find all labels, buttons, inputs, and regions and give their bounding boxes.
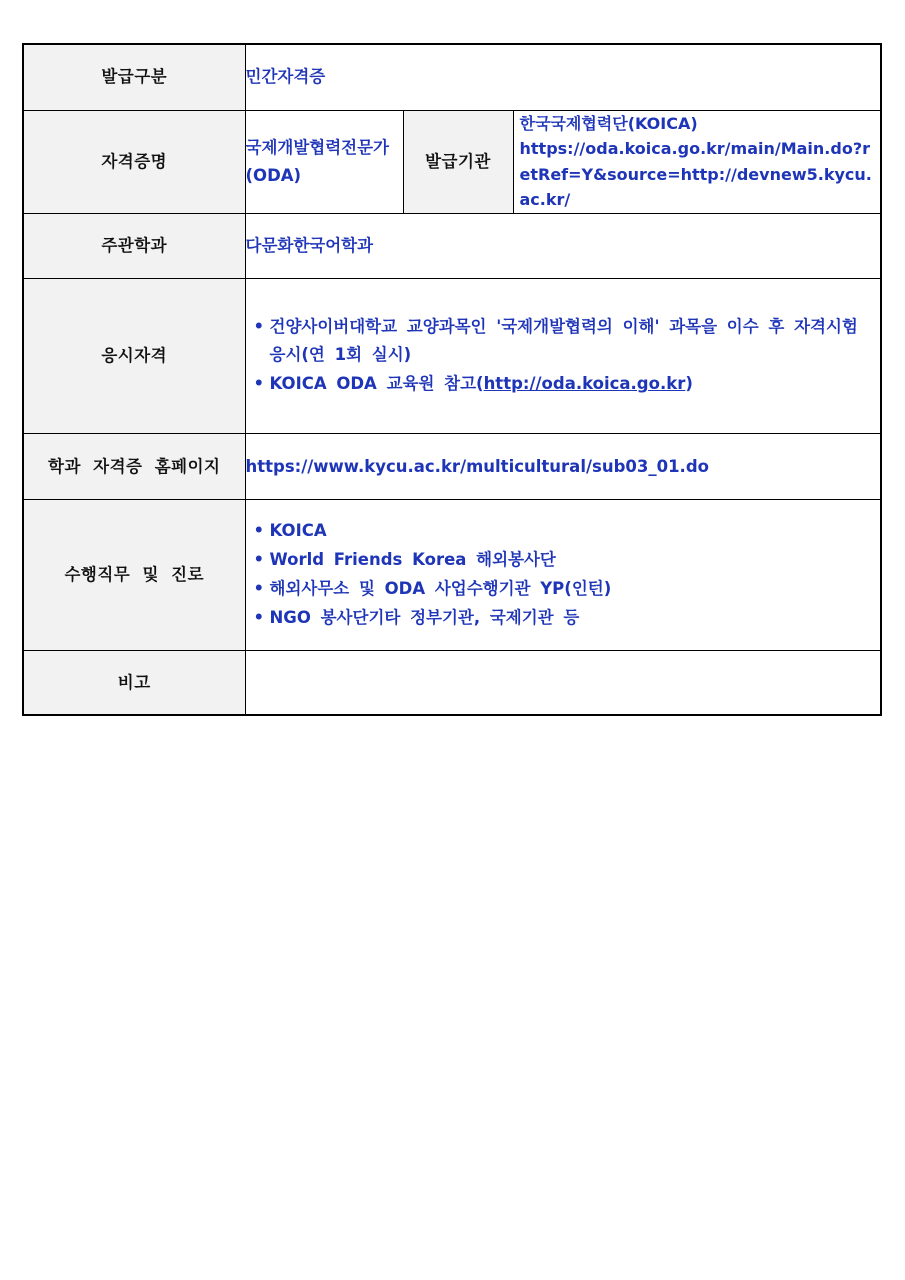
career-item bbox=[246, 546, 881, 575]
homepage-label: 학과 자격증 홈페이지 bbox=[23, 433, 245, 499]
row-cert-name bbox=[23, 110, 881, 213]
row-department bbox=[23, 213, 881, 278]
eligibility-item bbox=[246, 370, 881, 399]
row-note bbox=[23, 650, 881, 715]
row-homepage bbox=[23, 433, 881, 499]
homepage-value[interactable]: https://www.kycu.ac.kr/multicultural/sub03_01.do bbox=[245, 433, 881, 499]
career-item bbox=[246, 604, 881, 633]
department-value: 다문화한국어학과 bbox=[245, 213, 881, 278]
eligibility-label: 응시자격 bbox=[23, 278, 245, 433]
koica-education-link[interactable]: http://oda.koica.go.kr bbox=[483, 374, 686, 394]
bullet-icon: • bbox=[253, 607, 265, 627]
career-item bbox=[246, 517, 881, 546]
issuer-name: 한국국제협력단(KOICA) bbox=[519, 113, 698, 133]
issuer-url[interactable]: https://oda.koica.go.kr/main/Main.do?retRef=Y&source=http://devnew5.kycu.ac.kr/ bbox=[519, 139, 872, 210]
eligibility-item bbox=[246, 313, 881, 371]
issue-type-value: 민간자격증 bbox=[245, 44, 881, 110]
bullet-icon: • bbox=[253, 316, 265, 336]
issuer-label: 발급기관 bbox=[403, 110, 513, 213]
career-item-text: KOICA bbox=[269, 521, 327, 541]
certificate-table bbox=[22, 43, 882, 716]
careers-value bbox=[245, 499, 881, 650]
note-label: 비고 bbox=[23, 650, 245, 715]
row-eligibility bbox=[23, 278, 881, 433]
note-value bbox=[245, 650, 881, 715]
eligibility-item-text: 건양사이버대학교 교양과목인 '국제개발협력의 이해' 과목을 이수 후 자격시험 응시(연 1회 실시) bbox=[269, 316, 858, 365]
career-item bbox=[246, 575, 881, 604]
bullet-icon: • bbox=[253, 521, 265, 541]
eligibility-item-text: KOICA ODA 교육원 참고( bbox=[269, 374, 484, 394]
issuer-cell bbox=[513, 110, 881, 213]
bullet-icon: • bbox=[253, 550, 265, 569]
eligibility-value bbox=[245, 278, 881, 433]
row-careers bbox=[23, 499, 881, 650]
career-item-text: NGO 봉사단기타 정부기관, 국제기관 등 bbox=[269, 607, 580, 627]
eligibility-item-suffix: ) bbox=[685, 374, 693, 394]
cert-name-value: 국제개발협력전문가(ODA) bbox=[245, 110, 403, 213]
row-issue-type bbox=[23, 44, 881, 110]
bullet-icon: • bbox=[253, 578, 265, 598]
career-item-text: World Friends Korea 해외봉사단 bbox=[269, 550, 556, 569]
department-label: 주관학과 bbox=[23, 213, 245, 278]
career-item-text: 해외사무소 및 ODA 사업수행기관 YP(인턴) bbox=[269, 578, 612, 598]
cert-name-label: 자격증명 bbox=[23, 110, 245, 213]
careers-label: 수행직무 및 진로 bbox=[23, 499, 245, 650]
bullet-icon: • bbox=[253, 374, 265, 394]
issue-type-label: 발급구분 bbox=[23, 44, 245, 110]
